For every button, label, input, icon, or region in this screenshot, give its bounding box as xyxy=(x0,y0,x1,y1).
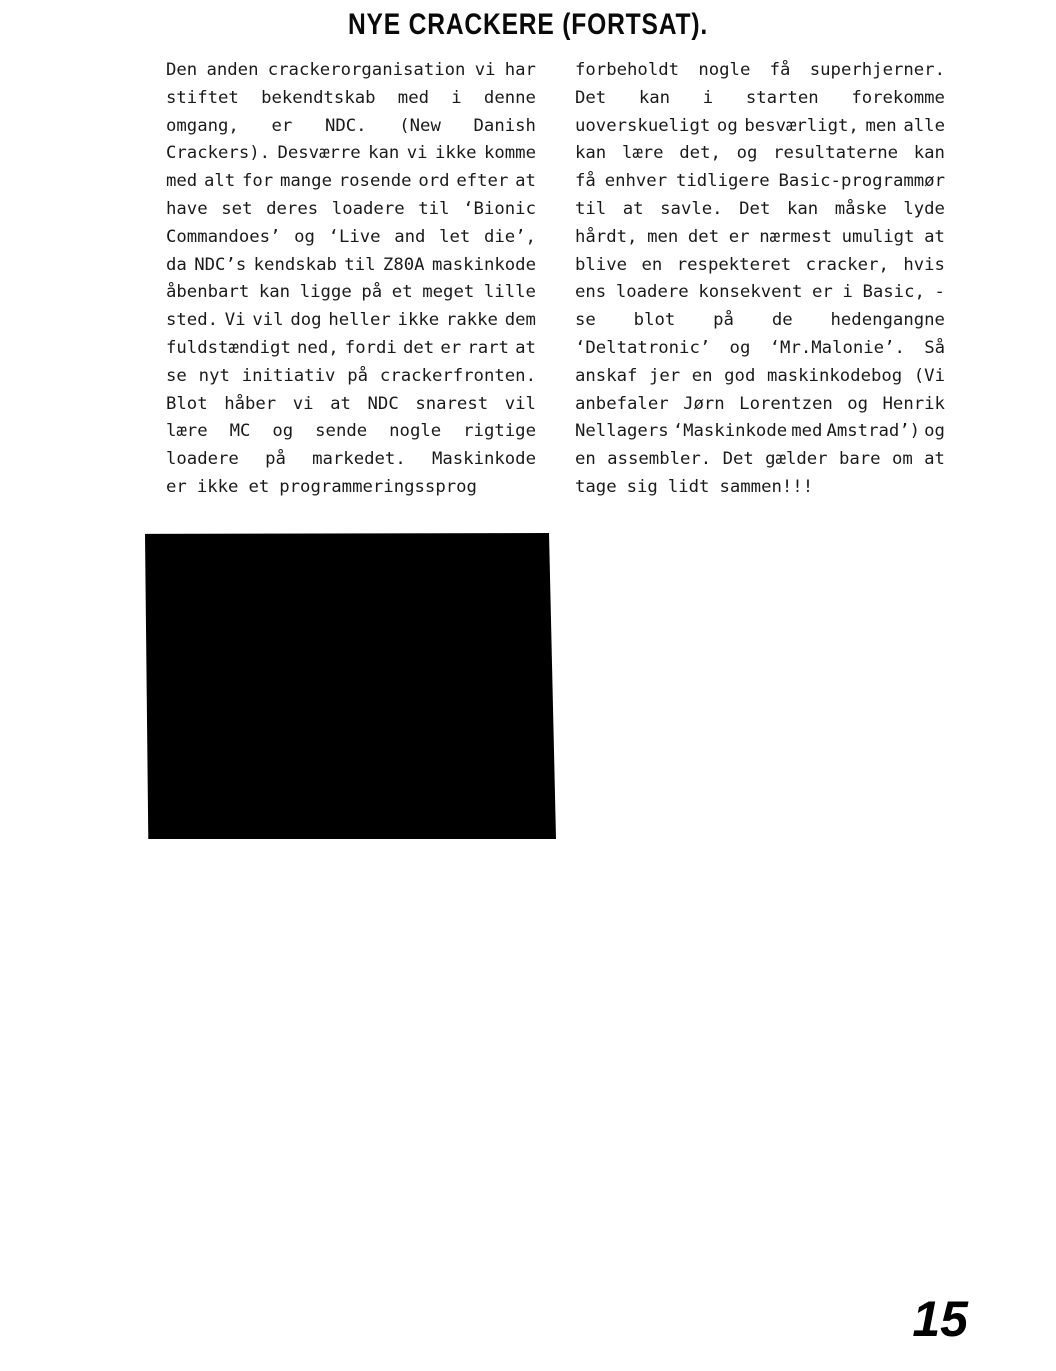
word: med xyxy=(397,87,430,108)
text-line xyxy=(575,279,945,307)
word: Henrik xyxy=(882,393,945,414)
word: vil xyxy=(252,310,284,331)
word: lyde xyxy=(903,198,945,219)
word: kendskab xyxy=(253,254,337,275)
word: and xyxy=(394,226,426,247)
word: konsekvent xyxy=(698,282,803,303)
text-line xyxy=(166,85,536,113)
word: kan xyxy=(913,143,945,164)
word: lære xyxy=(166,421,208,442)
text-line xyxy=(575,446,945,474)
word: at xyxy=(622,198,644,219)
text-line xyxy=(575,391,945,419)
word: Nellagers xyxy=(575,421,669,442)
text-line xyxy=(166,140,536,168)
word: i xyxy=(702,87,714,108)
word: Jørn xyxy=(683,393,725,414)
word: nærmest xyxy=(759,226,833,247)
word: vi xyxy=(292,393,314,414)
word: men xyxy=(647,226,679,247)
word: bare xyxy=(838,449,881,470)
word: på xyxy=(713,310,734,331)
word: besværligt, xyxy=(744,115,859,136)
word: få xyxy=(575,171,596,192)
word: det, xyxy=(679,143,721,164)
word: ligge xyxy=(299,282,352,303)
word: maskinkodebog xyxy=(766,365,903,386)
word: efter xyxy=(456,171,509,192)
word: cracker, xyxy=(805,254,889,275)
word: det xyxy=(402,337,435,358)
word: blot xyxy=(633,310,676,331)
word: og xyxy=(716,115,738,136)
article-title: NYE CRACKERE (FORTSAT). xyxy=(347,8,709,41)
word: se xyxy=(575,310,596,331)
word: snarest xyxy=(415,393,489,414)
word: NDC. xyxy=(324,115,367,136)
word: ikke xyxy=(434,143,477,164)
word: se xyxy=(166,365,187,386)
word: at xyxy=(515,171,536,192)
word: at xyxy=(924,449,945,470)
word: loadere xyxy=(331,198,405,219)
word: die’, xyxy=(483,226,536,247)
word: anskaf xyxy=(575,365,638,386)
word: ‘Deltatronic’ xyxy=(575,337,711,358)
word: og xyxy=(736,143,758,164)
text-line xyxy=(166,57,536,85)
word: Det xyxy=(739,198,771,219)
word: gælder xyxy=(765,449,828,470)
text-line xyxy=(166,279,536,307)
redacted-photo xyxy=(145,533,556,839)
word: forekomme xyxy=(851,87,945,108)
word: til xyxy=(344,254,376,275)
word: fuldstændigt xyxy=(166,337,291,358)
word: og xyxy=(729,337,751,358)
word: med xyxy=(166,171,198,192)
word: Desværre xyxy=(277,143,361,164)
word: hårdt, xyxy=(575,226,638,247)
text-line xyxy=(575,85,945,113)
text-line xyxy=(575,474,945,502)
word: mange xyxy=(279,171,332,192)
word: er xyxy=(728,226,750,247)
word: meget xyxy=(422,282,475,303)
word: en xyxy=(641,254,663,275)
text-line xyxy=(575,418,945,446)
page-number: 15 xyxy=(912,1291,968,1347)
word: respekteret xyxy=(676,254,792,275)
word: er xyxy=(166,476,187,497)
word: sammen!!! xyxy=(719,476,814,497)
text-line xyxy=(166,363,536,391)
text-line xyxy=(575,307,945,335)
word: Det xyxy=(722,449,754,470)
word: kan xyxy=(258,282,291,303)
word: markedet. xyxy=(312,449,406,470)
word: savle. xyxy=(660,198,723,219)
word: tage xyxy=(575,476,617,497)
word: Basic-programmør xyxy=(778,171,945,192)
word: lille xyxy=(483,282,536,303)
word: assembler. xyxy=(607,449,712,470)
word: rigtige xyxy=(463,421,536,442)
word: en xyxy=(575,449,596,470)
word: loadere xyxy=(615,282,689,303)
word: alle xyxy=(903,115,945,136)
text-line xyxy=(166,224,536,252)
word: uoverskueligt xyxy=(575,115,711,136)
text-line xyxy=(575,224,945,252)
text-line xyxy=(166,113,536,141)
word: lære xyxy=(621,143,664,164)
word: og xyxy=(847,393,869,414)
word: anden xyxy=(206,60,259,80)
word: ‘Mr.Malonie’. xyxy=(769,337,905,358)
text-line xyxy=(166,335,536,363)
word: rakke xyxy=(445,310,498,331)
word: Lorentzen xyxy=(739,393,833,414)
text-line xyxy=(166,196,536,224)
word: set xyxy=(221,198,253,219)
word: en xyxy=(691,365,713,386)
word: dog xyxy=(290,310,322,331)
word: superhjerner. xyxy=(809,60,945,80)
word: kan xyxy=(638,87,671,108)
word: på xyxy=(361,282,383,303)
word: på xyxy=(347,365,369,386)
word: et xyxy=(391,282,413,303)
word: i xyxy=(842,282,853,303)
word: Maskinkode xyxy=(431,449,536,470)
word: god xyxy=(724,365,756,386)
text-line xyxy=(166,446,536,474)
text-line xyxy=(166,474,536,502)
text-line xyxy=(575,252,945,280)
text-line xyxy=(575,363,945,391)
word: håber xyxy=(224,393,277,414)
word: et xyxy=(248,476,270,497)
word: og xyxy=(294,226,315,247)
right-text-column xyxy=(575,57,945,502)
left-text-column xyxy=(166,57,536,502)
word: har xyxy=(504,60,536,80)
text-line xyxy=(575,140,945,168)
word: med xyxy=(791,421,823,442)
word: Commandoes’ xyxy=(166,226,281,247)
word: ‘Maskinkode xyxy=(672,421,788,442)
word: programmeringssprog xyxy=(279,476,477,497)
word: (Vi xyxy=(913,365,945,386)
word: enhver xyxy=(604,171,668,192)
word: Det xyxy=(575,87,607,108)
word: det xyxy=(687,226,720,247)
word: er xyxy=(440,337,462,358)
word: sende xyxy=(315,421,368,442)
word: vil xyxy=(504,393,536,414)
word: da xyxy=(166,254,187,275)
word: stiftet xyxy=(166,87,239,108)
word: Basic, xyxy=(862,282,925,303)
word: fordi xyxy=(344,337,397,358)
word: er xyxy=(271,115,293,136)
word: dem xyxy=(504,310,536,331)
text-line xyxy=(575,113,945,141)
word: kan xyxy=(368,143,400,164)
text-line xyxy=(166,252,536,280)
word: jer xyxy=(649,365,681,386)
word: hvis xyxy=(903,254,945,275)
word: at xyxy=(330,393,351,414)
word: få xyxy=(769,60,791,80)
word: Danish xyxy=(473,115,536,136)
text-line xyxy=(575,57,945,85)
word: de xyxy=(771,310,793,331)
word: men xyxy=(865,115,897,136)
word: kan xyxy=(786,198,819,219)
text-line xyxy=(166,307,536,335)
word: nogle xyxy=(698,60,751,80)
word: åbenbart xyxy=(166,282,250,303)
word: forbeholdt xyxy=(575,60,680,80)
word: umuligt xyxy=(841,226,915,247)
word: vi xyxy=(474,60,496,80)
text-line xyxy=(166,418,536,446)
word: sig xyxy=(626,476,658,497)
word: MC xyxy=(229,421,251,442)
word: for xyxy=(241,171,274,192)
text-line xyxy=(575,196,945,224)
word: måske xyxy=(834,198,887,219)
word: i xyxy=(451,87,462,108)
word: ikke xyxy=(196,476,239,497)
word: Vi xyxy=(224,310,246,331)
word: maskinkode xyxy=(431,254,536,275)
word: til xyxy=(418,198,450,219)
word: blive xyxy=(575,254,628,275)
word: crackerfronten. xyxy=(379,365,536,386)
word: ‘Live xyxy=(328,226,381,247)
word: nyt xyxy=(198,365,230,386)
word: til xyxy=(575,198,607,219)
word: resultaterne xyxy=(773,143,899,164)
word: komme xyxy=(483,143,536,164)
word: rart xyxy=(467,337,509,358)
word: NDC’s xyxy=(194,254,247,275)
word: Blot xyxy=(166,393,208,414)
word: Crackers). xyxy=(166,143,271,164)
word: på xyxy=(265,449,286,470)
word: at xyxy=(515,337,536,358)
word: have xyxy=(166,198,208,219)
word: anbefaler xyxy=(575,393,669,414)
word: bekendtskab xyxy=(261,87,376,108)
word: initiativ xyxy=(241,365,336,386)
word: Amstrad’) xyxy=(826,421,921,442)
word: starten xyxy=(745,87,819,108)
word: (New xyxy=(399,115,441,136)
word: heller xyxy=(328,310,391,331)
word: ned, xyxy=(297,337,339,358)
word: NDC xyxy=(367,393,399,414)
word: og xyxy=(924,421,945,442)
word: crackerorganisation xyxy=(267,60,466,80)
word: vi xyxy=(406,143,428,164)
word: ‘Bionic xyxy=(463,198,536,219)
word: kan xyxy=(575,143,607,164)
word: om xyxy=(891,449,913,470)
word: ikke xyxy=(397,310,440,331)
word: let xyxy=(439,226,471,247)
word: tidligere xyxy=(676,171,770,192)
word: denne xyxy=(483,87,536,108)
word: omgang, xyxy=(166,115,239,136)
word: sted. xyxy=(166,310,219,331)
text-line xyxy=(575,335,945,363)
word: hedengangne xyxy=(830,310,945,331)
text-line xyxy=(166,168,536,196)
text-line xyxy=(166,391,536,419)
text-line xyxy=(575,168,945,196)
word: ord xyxy=(418,171,450,192)
word: Så xyxy=(924,337,945,358)
word: ens xyxy=(575,282,607,303)
word: rosende xyxy=(338,171,412,192)
word: Den xyxy=(166,60,198,80)
word: lidt xyxy=(667,476,710,497)
word: - xyxy=(934,282,945,303)
word: loadere xyxy=(166,449,239,470)
word: er xyxy=(811,282,833,303)
word: og xyxy=(272,421,294,442)
word: nogle xyxy=(389,421,442,442)
word: deres xyxy=(266,198,319,219)
word: alt xyxy=(203,171,236,192)
word: at xyxy=(924,226,945,247)
word: Z80A xyxy=(382,254,425,275)
